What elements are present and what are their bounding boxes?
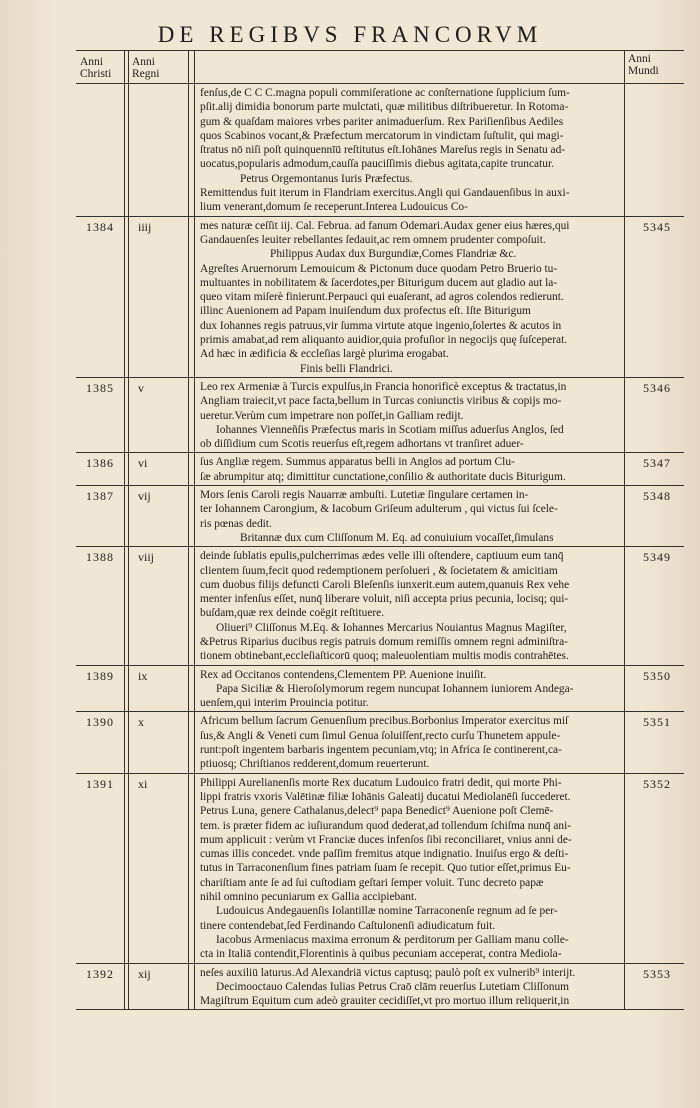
- entry-text: [194, 964, 628, 1010]
- table-row: [76, 486, 684, 547]
- text-line: ob diſſidium cum Scotis reuerſus eſt,regem adhortans vt tranſiret aduer-: [200, 438, 524, 451]
- text-line: Leo rex Armeniæ à Turcis expulſus,in Francia honorificè exceptus & tractatus,in: [200, 380, 567, 393]
- year-mundi: 5352: [643, 776, 671, 791]
- text-line: Philippi Aurelianenſis morte Rex ducatum Ludouico fratri dedit, qui morte Phi-: [200, 776, 562, 789]
- year-christi: 1387: [86, 489, 114, 504]
- text-line: gum & quaſdam maiores vrbes pariter animaduerſum. Rex Pariſienſibus Aediles: [200, 115, 564, 128]
- text-line: cta in Italiā contendit,Florentinis à quibus pecuniam acceperat, contra Mediola-: [200, 948, 562, 961]
- header-anni-regni: Anni Regni: [132, 56, 160, 80]
- text-line: fenſus,de C C C.magna populi commiſeratione ac conſternatione ſupplicium ſum-: [200, 87, 570, 99]
- text-line: Papa Siciliæ & Hieroſolymorum regem nuncupat Iohannem iuniorem Andega-: [216, 682, 574, 695]
- year-christi: 1392: [86, 966, 114, 981]
- text-line: lippi fratris vxoris Valētinæ filiæ Iohānis Galeatij ducatui Mediolanēſi ſuccederet.: [200, 790, 571, 803]
- table-row: [76, 217, 684, 378]
- text-line: mes naturæ ceſſit iij. Cal. Februa. ad fanum Odemari.Audax gener eius hæres,qui: [200, 219, 570, 232]
- text-line: deinde ſublatis epulis,pulcherrimas ædes velle illi oſtendere, captiuum eum tanq̄: [200, 550, 564, 563]
- text-line: Magiſtrum Equitum cum adeò grauiter cecidiſſet,vt pro mortuo illum reliquerit,in: [200, 995, 570, 1008]
- table-row: [76, 84, 684, 217]
- text-line: quos Scabinos vocant,& Præfectum mercatorum in vindictam ſuſtulit, qui magi-: [200, 129, 564, 142]
- text-line: tutus in Tarraconenſium fines patriam ſuam ſe recepit. Quo tutior eſſet,primus Eu-: [200, 862, 571, 875]
- year-christi: 1390: [86, 715, 114, 730]
- year-regni: ix: [138, 668, 148, 683]
- entry-text: [194, 666, 628, 712]
- text-line: runt:poſt ingentem barbaris ingentem pecuniam,vtq; in Africa ſe continerent,ca-: [200, 744, 562, 757]
- text-line: ſæ abrumpitur atq; dimittitur cunctatione,conſilio & authoritate ducis Biturigum.: [200, 470, 566, 483]
- text-line: ſus,& Angli & Veneti cum ſimul Genua ſoluiſſent,recto curſu Thunetem appule-: [200, 729, 561, 742]
- text-line: Decimooctauo Calendas Iulias Petrus Craō clām reuerſus Lutetiam Cliſſonum: [216, 980, 570, 993]
- text-line: buſdam,quæ rex deinde coëgit reſtituere.: [200, 607, 385, 620]
- text-line: Oliueri⁹ Cliſſonus M.Eq. & Iohannes Mercarius Nouiantus Magnus Magiſter,: [216, 621, 567, 634]
- text-line: &Petrus Riparius ducibus regis patruis domum remiſſis omnem regni adminiſtra-: [200, 635, 568, 648]
- year-christi: 1386: [86, 456, 114, 471]
- text-line: tionem obtinebant,eccleſiaſticorū quoq; maleuolentiam multis modis contrahētes.: [200, 650, 569, 663]
- text-line: Ad hæc in ædificia & eccleſias largè plurima erogabat.: [200, 348, 449, 361]
- text-line: Petrus Luna, genere Cathalanus,delect⁹ papa Benedict⁹ Auenione poſt Clemē-: [200, 805, 554, 818]
- text-line: neſes auxiliū laturus.Ad Alexandriā victus captusq; paulò poſt ex vulnerib⁹ interijt.: [200, 966, 576, 979]
- table-row: [76, 774, 684, 964]
- entry-text: [194, 486, 628, 546]
- text-line: uenſem,qui interim Prouincia potitur.: [200, 697, 369, 710]
- year-mundi: 5348: [643, 489, 671, 504]
- year-mundi: 5353: [643, 966, 671, 981]
- text-line: chariſtiam ante ſe ad ſui cuſtodiam geſtari ſemper voluit. Tunc decreto papæ: [200, 876, 544, 889]
- year-mundi: 5349: [643, 550, 671, 565]
- entry-text: [194, 453, 628, 485]
- text-line: ris pœnas dedit.: [200, 517, 272, 530]
- year-mundi: 5346: [643, 380, 671, 395]
- text-line: Agreſtes Aruernorum Lemouicum & Pictonum duce quodam Petro Bruerio tu-: [200, 262, 558, 275]
- text-line: pſit.alij dimidia bonorum parte mulctati, quæ militibus diſtribueretur. In Rotoma-: [200, 101, 569, 114]
- text-line: menter infenſus eſſet, nunq̄ liberare voluit, niſi accepta prius pecunia, locisq; qui-: [200, 593, 569, 606]
- text-line: tinere contendebat,ſed Ferdinando Caſtulonenſi adiudicatum fuit.: [200, 919, 496, 932]
- table-row: [76, 712, 684, 773]
- text-line: Rex ad Occitanos contendens,Clementem PP. Auenione inuiſit.: [200, 668, 487, 681]
- year-mundi: 5350: [643, 668, 671, 683]
- year-christi: 1384: [86, 219, 114, 234]
- text-line: nihil omnino pecuniarum ex Gallia accipiebant.: [200, 891, 417, 904]
- text-line: illinc Auenionem ad Papam inuiſendum dux profectus eſt. Iſte Biturigum: [200, 305, 531, 318]
- text-line: cum duobus filijs defuncti Caroli Bleſenſis iunxerit.eum autem,quanuis Rex vehe: [200, 578, 570, 591]
- text-line: ueretur.Verùm cum impetrare non poſſet,in Galliam redijt.: [200, 409, 464, 422]
- text-line: Iacobus Armeniacus maxima erronum & perditorum per Galliam manu colle-: [216, 933, 569, 946]
- header-anni-mundi: Anni Mundi: [628, 53, 659, 77]
- text-line: lium venerant,domum ſe receperunt.Interea Ludouicus Co-: [200, 201, 468, 214]
- year-regni: v: [138, 380, 144, 395]
- text-line: mum applicuit : verùm vt Franciæ duces infenſos ſibi reconciliaret, vnius anni de-: [200, 833, 572, 846]
- year-christi: 1391: [86, 776, 114, 791]
- text-line: primis amabat,ad rem aliquanto auidior,quia profuſior in negocijs quę ſuſceperat.: [200, 334, 568, 347]
- text-line: Finis belli Flandrici.: [300, 362, 393, 375]
- text-line: Remittendus fuit iterum in Flandriam exercitus.Angli qui Gandauenſibus in auxi-: [200, 187, 570, 200]
- text-line: uocatus,popularis admodum,cauſſa pauciſſimis diebus agitata,capite truncatur.: [200, 158, 554, 171]
- text-line: queo vitam miſerè finierunt.Perpauci qui euaſerant, ad agros colendos redierunt.: [200, 291, 564, 304]
- entry-text: [194, 547, 628, 664]
- text-line: Britannæ dux cum Cliſſonum M. Eq. ad conuiuium vocaſſet,ſimulans: [240, 531, 554, 544]
- year-regni: viij: [138, 550, 155, 565]
- entry-text: [194, 712, 628, 772]
- text-line: ſtratus nō niſi poſt quinquennīū reſtitutus eſt.Iohānes Mareſus regis in Senatu ad-: [200, 144, 566, 157]
- header-anni-christi: Anni Christi: [80, 56, 112, 80]
- year-mundi: 5347: [643, 456, 671, 471]
- text-line: multuantes in nobilitatem & ſacerdotes,per Biturigum ducem aut gladio aut la-: [200, 276, 558, 289]
- table-row: [76, 964, 684, 1011]
- entry-text: [194, 217, 628, 377]
- text-line: Petrus Orgemontanus Iuris Præfectus.: [240, 172, 413, 185]
- text-line: Gandauenſes leuiter rebellantes ſedauit,ac rem omnem prudenter compoſuit.: [200, 233, 546, 246]
- table-row: [76, 453, 684, 486]
- text-line: Africum bellum ſacrum Genuenſium precibus.Borbonius Imperator exercitus miſ: [200, 715, 569, 728]
- entry-text: [194, 774, 628, 963]
- year-regni: xi: [138, 776, 148, 791]
- text-line: dux Iohannes regis patruus,vir ſumma virtute atque ingenio,ſolertes & acutos in: [200, 319, 562, 332]
- table-header: [76, 51, 684, 84]
- year-regni: iiij: [138, 219, 152, 234]
- text-line: Angliam traiecit,vt pace facta,bellum in Turcas coniunctis viribus & copijs mo-: [200, 395, 562, 408]
- text-line: clientem ſuum,fecit quod redemptionem perſolueri , & ſocietatem & amicitiam: [200, 564, 558, 577]
- table-row: [76, 547, 684, 665]
- text-line: tem. is præter fidem ac iuſiurandum quod dederat,ad tollendum ſchiſma nunq̄ ani-: [200, 819, 572, 832]
- table-row: [76, 666, 684, 713]
- entry-text: [194, 378, 628, 452]
- chronology-table: [76, 50, 684, 1010]
- year-christi: 1388: [86, 550, 114, 565]
- year-christi: 1389: [86, 668, 114, 683]
- year-regni: xij: [138, 966, 151, 981]
- entry-text: [194, 84, 628, 216]
- text-line: cumas illis concedet. vnde paſſim fremitus atque indignatio. Inuiſus ergo & deſti-: [200, 848, 569, 861]
- year-regni: x: [138, 715, 144, 730]
- year-regni: vi: [138, 456, 148, 471]
- text-line: ſus Angliæ regem. Summus apparatus belli in Anglos ad portum Clu-: [200, 456, 515, 469]
- text-line: ptiuosq; Chriſtianos redderent,domum reuerterunt.: [200, 758, 430, 771]
- table-row: [76, 378, 684, 453]
- text-line: Iohannes Vienneñſis Præfectus maris in Scotiam miſſus aduerſus Anglos, ſed: [216, 423, 564, 436]
- year-christi: 1385: [86, 380, 114, 395]
- running-head: DE REGIBVS FRANCORVM: [157, 22, 543, 47]
- year-mundi: 5345: [643, 219, 671, 234]
- text-line: Ludouicus Andegauenſis Iolantillæ nomine Tarraconenſe regnum ad ſe per-: [216, 905, 558, 918]
- year-regni: vij: [138, 489, 151, 504]
- text-line: Philippus Audax dux Burgundiæ,Comes Flandriæ &c.: [270, 248, 517, 261]
- year-mundi: 5351: [643, 715, 671, 730]
- text-line: ter Iohannem Carongium, & Iacobum Griſeum adulterum , qui victus ſui ſcele-: [200, 503, 558, 516]
- table-body: [76, 84, 684, 1010]
- text-line: Mors ſenis Caroli regis Nauarræ ambuſti. Lutetiæ ſingulare certamen in-: [200, 489, 529, 502]
